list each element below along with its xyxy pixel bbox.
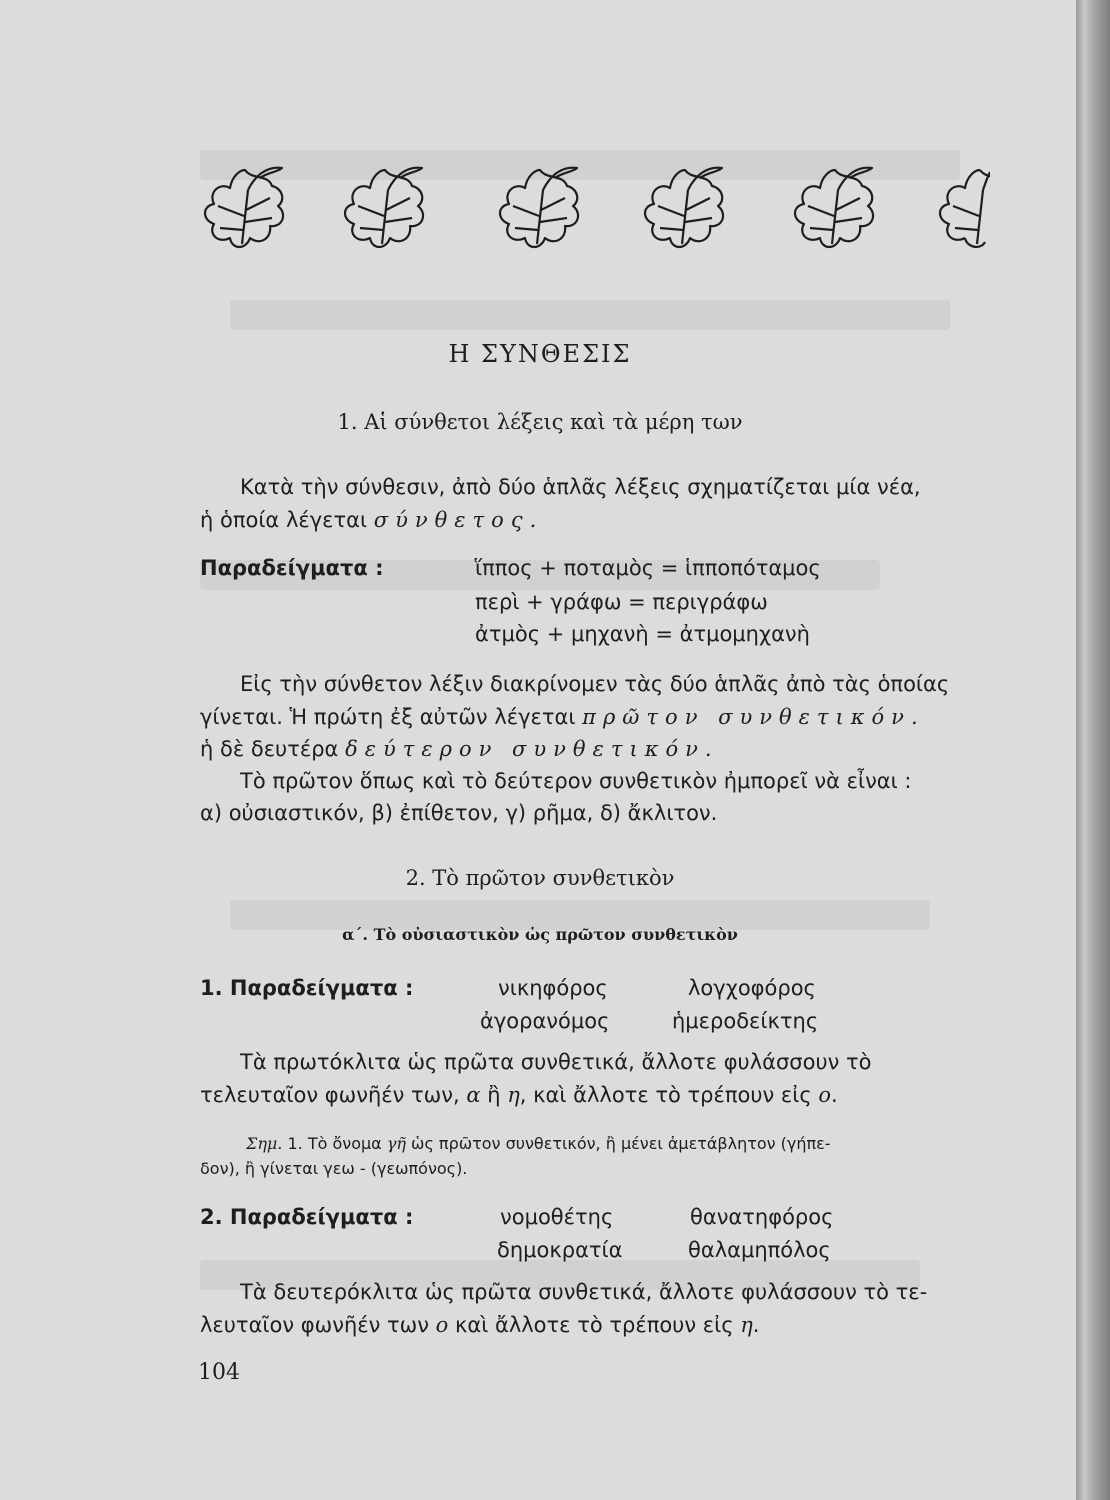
page-edge [1076, 0, 1110, 1500]
leaf-icon [190, 160, 300, 260]
example-word: θαλαμηπόλος [688, 1238, 831, 1262]
paragraph-line: λευταῖον φωνῆέν των ο καὶ ἄλλοτε τὸ τρέπουν εἰς η. [200, 1313, 760, 1337]
paragraph-line: γίνεται. Ἡ πρώτη ἐξ αὐτῶν λέγεται πρῶτον συνθετικόν. [200, 705, 925, 729]
section-heading: 1. Αἱ σύνθετοι λέξεις καὶ τὰ μέρη των [337, 410, 743, 434]
paragraph-line: Τὰ δευτερόκλιτα ὡς πρῶτα συνθετικά, ἄλλοτε φυλάσσουν τὸ τε- [240, 1280, 928, 1304]
leaf-ornament-row [190, 160, 990, 260]
paragraph-line: Τὸ πρῶτον ὅπως καὶ τὸ δεύτερον συνθετικὸν ἠμπορεῖ νὰ εἶναι : [240, 769, 912, 793]
example-word: θανατηφόρος [690, 1205, 834, 1229]
paragraph-line: τελευταῖον φωνῆέν των, α ἢ η, καὶ ἄλλοτε τὸ τρέπουν εἰς ο. [200, 1083, 838, 1107]
examples-label: 1. Παραδείγματα : [200, 976, 414, 1000]
note-line: δον), ἢ γίνεται γεω - (γεωπόνος). [200, 1159, 468, 1178]
leaf-icon [780, 160, 890, 260]
term-second-component: δεύτερον συνθετικόν. [345, 737, 719, 761]
term-syntheton: σύνθετος. [373, 508, 544, 532]
paragraph-line: α) οὐσιαστικόν, β) ἐπίθετον, γ) ρῆμα, δ) ἄκλιτον. [200, 801, 718, 825]
subsection-heading: α΄. Τὸ οὐσιαστικὸν ὡς πρῶτον συνθετικὸν [342, 925, 738, 944]
leaf-icon [485, 160, 595, 260]
leaf-icon [330, 160, 440, 260]
examples-label: Παραδείγματα : [200, 556, 384, 580]
example-word: ἀγορανόμος [480, 1009, 610, 1033]
note-label: Σημ. [246, 1134, 283, 1153]
example-line: περὶ + γράφω = περιγράφω [475, 590, 768, 614]
example-word: δημοκρατία [497, 1238, 623, 1262]
note-line: Σημ. 1. Τὸ ὄνομα γῆ ὡς πρῶτον συνθετικόν, ἢ μένει ἀμετάβλητον (γήπε- [246, 1134, 831, 1153]
leaf-icon [925, 160, 990, 260]
examples-label: 2. Παραδείγματα : [200, 1205, 414, 1229]
page-number: 104 [198, 1360, 240, 1385]
leaf-icon [630, 160, 740, 260]
example-word: νομοθέτης [500, 1205, 614, 1229]
example-word: λογχοφόρος [688, 976, 816, 1000]
paragraph-line: Τὰ πρωτόκλιτα ὡς πρῶτα συνθετικά, ἄλλοτε φυλάσσουν τὸ [240, 1050, 872, 1074]
paragraph-line: Κατὰ τὴν σύνθεσιν, ἀπὸ δύο ἁπλᾶς λέξεις σχηματίζεται μία νέα, [240, 475, 921, 499]
paragraph-line: Εἰς τὴν σύνθετον λέξιν διακρίνομεν τὰς δύο ἁπλᾶς ἀπὸ τὰς ὁποίας [240, 672, 950, 696]
example-word: νικηφόρος [498, 976, 608, 1000]
chapter-title: Η ΣΥΝΘΕΣΙΣ [448, 340, 632, 368]
section-heading: 2. Τὸ πρῶτον συνθετικὸν [405, 866, 675, 890]
example-line: ἵππος + ποταμὸς = ἱπποπόταμος [475, 556, 821, 580]
paragraph-line: ἡ δὲ δευτέρα δεύτερον συνθετικόν. [200, 737, 719, 761]
bleed-through [230, 300, 950, 330]
paragraph-line: ἡ ὁποία λέγεται σύνθετος. [200, 508, 544, 532]
example-line: ἀτμὸς + μηχανὴ = ἀτμομηχανὴ [475, 622, 810, 646]
example-word: ἡμεροδείκτης [672, 1009, 819, 1033]
term-first-component: πρῶτον συνθετικόν. [582, 705, 925, 729]
